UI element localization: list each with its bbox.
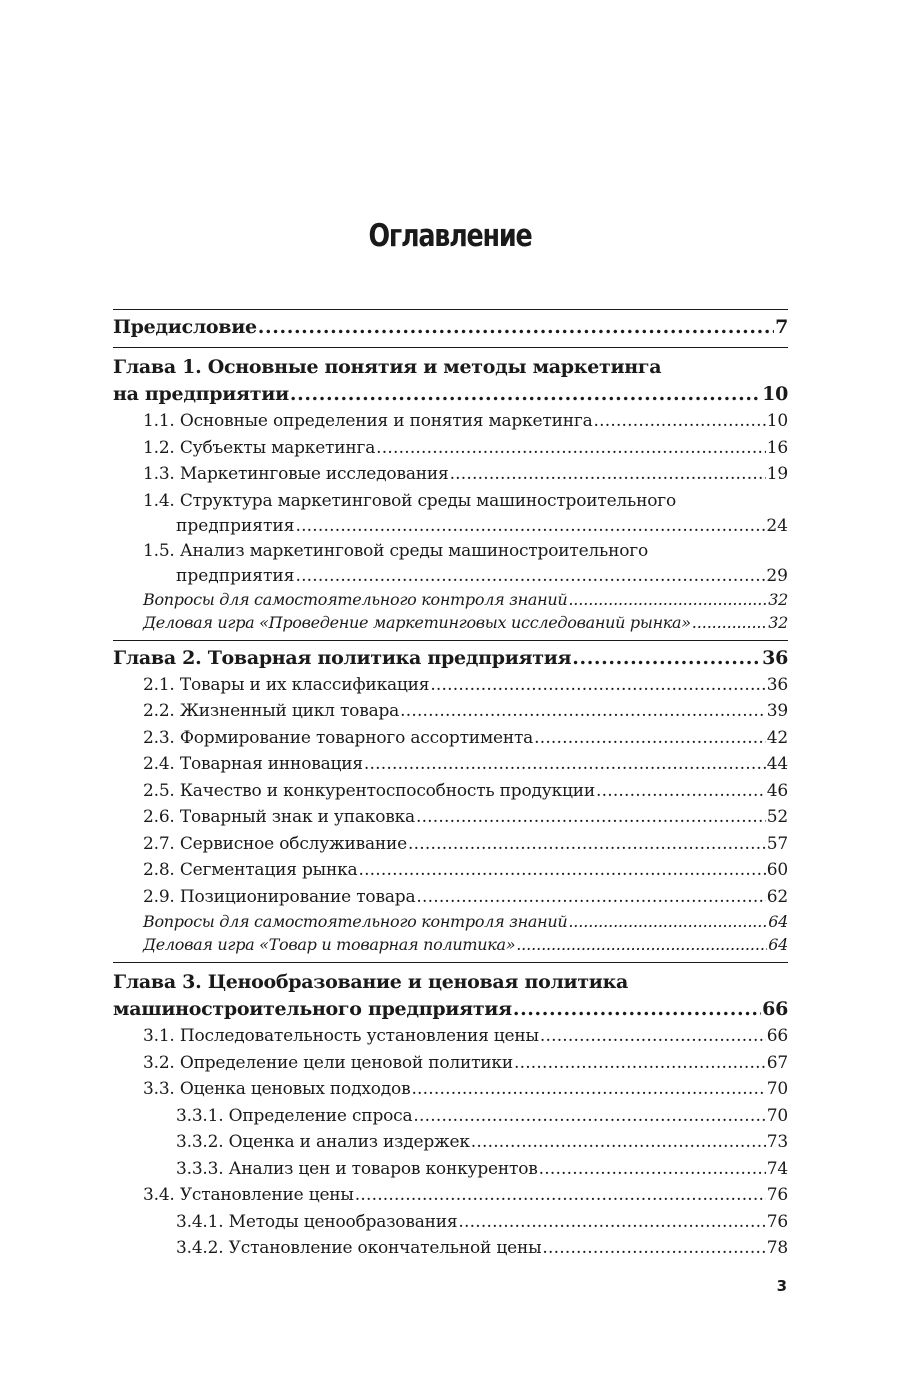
toc-entry-label: Деловая игра «Проведение маркетинговых исследований рынка»	[143, 612, 691, 632]
toc-page-number: 57	[766, 833, 788, 854]
toc-entry[interactable]	[113, 751, 788, 778]
toc-entry-label: 2.7. Сервисное обслуживание	[143, 833, 408, 854]
toc-page-number: 60	[766, 860, 788, 880]
divider	[113, 309, 788, 310]
toc-entry-label: 1.3. Маркетинговые исследования	[143, 464, 449, 484]
toc-page-number: 19	[766, 464, 788, 484]
toc-entry[interactable]	[113, 1182, 788, 1209]
toc-entry[interactable]	[113, 804, 788, 831]
toc-entry-label: 3.3. Оценка ценовых подходов	[143, 1079, 411, 1099]
toc-page-number: 64	[768, 912, 788, 931]
toc-subentry[interactable]	[113, 1209, 788, 1236]
dot-leader	[513, 996, 761, 1023]
toc-page-number: 24	[766, 515, 788, 536]
dot-leader	[376, 435, 766, 462]
toc-page-number: 76	[766, 1211, 788, 1232]
dot-leader	[430, 672, 765, 699]
toc-entry[interactable]	[113, 514, 788, 538]
toc-page-number: 44	[766, 754, 788, 774]
toc-page-number: 52	[766, 807, 788, 827]
divider	[113, 962, 788, 963]
dot-leader	[458, 1209, 765, 1236]
toc-page-number: 70	[766, 1079, 788, 1099]
dot-leader	[295, 564, 765, 588]
toc-entry-first-line: 1.5. Анализ маркетинговой среды машиностроительного	[143, 540, 648, 561]
toc-entry[interactable]	[113, 778, 788, 805]
toc-entry[interactable]	[113, 831, 788, 858]
toc-page-number: 70	[766, 1105, 788, 1126]
toc-entry[interactable]	[113, 857, 788, 884]
toc-entry[interactable]	[113, 1076, 788, 1103]
toc-entry-label: 3.3.1. Определение спроса	[176, 1105, 413, 1126]
chapter-3-title: Глава 3. Ценообразование и ценовая политика	[113, 971, 629, 993]
toc-entry-label: 3.4.2. Установление окончательной цены	[176, 1238, 542, 1258]
dot-leader	[568, 588, 767, 611]
dot-leader	[413, 1103, 765, 1130]
divider	[113, 640, 788, 641]
toc-entry-label: машиностроительного предприятия	[113, 998, 512, 1020]
toc-page-number: 7	[775, 316, 788, 338]
toc-entry-label: Вопросы для самостоятельного контроля знаний	[143, 912, 568, 931]
toc-page-number: 29	[766, 565, 788, 586]
chapter-1-title: Глава 1. Основные понятия и методы маркетинга	[113, 356, 662, 378]
toc-entry-label: предприятия	[176, 515, 295, 536]
toc-entry[interactable]	[113, 435, 788, 462]
toc-entry-label: 1.1. Основные определения и понятия маркетинга	[143, 411, 593, 431]
toc-page-number: 66	[762, 998, 788, 1020]
toc-entry[interactable]	[113, 1023, 788, 1050]
dot-leader	[416, 884, 765, 911]
dot-leader	[514, 1050, 766, 1077]
toc-entry[interactable]	[113, 1050, 788, 1077]
dot-leader	[471, 1129, 766, 1156]
dot-leader	[540, 1023, 766, 1050]
toc-page-number: 16	[766, 437, 788, 458]
toc-entry[interactable]	[113, 564, 788, 588]
dot-leader	[572, 645, 761, 672]
toc-entry-label: 3.3.2. Оценка и анализ издержек	[176, 1132, 470, 1152]
toc-entry-label: 2.2. Жизненный цикл товара	[143, 701, 400, 721]
dot-leader	[692, 611, 767, 634]
toc-entry-first-line: 1.4. Структура маркетинговой среды машиностроительного	[143, 490, 676, 511]
toc-entry-label: Деловая игра «Товар и товарная политика»	[143, 935, 516, 954]
dot-leader	[594, 408, 766, 435]
toc-page-number: 74	[766, 1158, 788, 1179]
toc-subentry[interactable]	[113, 1103, 788, 1130]
toc-entry-label: на предприятии	[113, 383, 289, 405]
toc-page-number: 32	[768, 612, 788, 632]
toc-entry-chapter-2[interactable]	[113, 645, 788, 672]
dot-leader	[258, 314, 774, 341]
toc-entry[interactable]	[113, 461, 788, 488]
toc-entry-questions[interactable]	[113, 588, 788, 611]
toc-page-number: 62	[766, 886, 788, 907]
dot-leader	[416, 804, 766, 831]
toc-page-number: 36	[766, 674, 788, 695]
page-title: Оглавление	[368, 218, 532, 254]
dot-leader	[568, 910, 767, 933]
toc-entry-preface[interactable]	[113, 314, 788, 341]
dot-leader	[411, 1076, 765, 1103]
toc-page-number: 10	[766, 411, 788, 431]
toc-page-number: 73	[766, 1132, 788, 1152]
divider	[113, 347, 788, 348]
dot-leader	[516, 933, 767, 956]
dot-leader	[358, 857, 765, 884]
toc-entry-label: предприятия	[176, 565, 295, 586]
toc-page-number: 42	[766, 727, 788, 748]
dot-leader	[295, 514, 765, 538]
toc-entry[interactable]	[113, 698, 788, 725]
toc-page-number: 67	[766, 1052, 788, 1073]
dot-leader	[364, 751, 766, 778]
dot-leader	[534, 725, 766, 752]
toc-entry-business-game[interactable]	[113, 611, 788, 634]
toc-page-number: 46	[766, 780, 788, 801]
page-number: 3	[776, 1277, 787, 1295]
toc-entry[interactable]	[113, 672, 788, 699]
toc-entry[interactable]	[113, 884, 788, 911]
toc-subentry[interactable]	[113, 1129, 788, 1156]
dot-leader	[596, 778, 766, 805]
toc-entry[interactable]	[113, 408, 788, 435]
toc-entry-label: 3.1. Последовательность установления цены	[143, 1026, 539, 1046]
toc-entry-chapter-3[interactable]	[113, 996, 788, 1023]
toc-page-number: 64	[768, 935, 788, 954]
toc-entry-questions[interactable]	[113, 910, 788, 933]
toc-entry-label: 3.2. Определение цели ценовой политики	[143, 1052, 513, 1073]
toc-entry-label: 2.6. Товарный знак и упаковка	[143, 807, 415, 827]
toc-entry-business-game[interactable]	[113, 933, 788, 956]
toc-subentry[interactable]	[113, 1235, 788, 1262]
toc-entry-label: 1.2. Субъекты маркетинга	[143, 437, 376, 458]
toc-entry-label: Глава 2. Товарная политика предприятия	[113, 646, 572, 669]
toc-entry-label: 2.8. Сегментация рынка	[143, 860, 358, 880]
toc-page-number: 66	[766, 1026, 788, 1046]
toc-page-number: 39	[766, 701, 788, 721]
toc-entry-chapter-1[interactable]	[113, 381, 788, 408]
dot-leader	[539, 1156, 766, 1183]
toc-entry-label: 2.4. Товарная инновация	[143, 754, 363, 774]
dot-leader	[290, 381, 761, 408]
dot-leader	[450, 461, 766, 488]
toc-page-number: 32	[768, 589, 788, 609]
toc-page-number: 10	[762, 383, 788, 405]
toc-entry-label: 3.4. Установление цены	[143, 1185, 354, 1205]
toc-page-number: 78	[766, 1238, 788, 1258]
toc-entry-label: 2.5. Качество и конкурентоспособность продукции	[143, 780, 595, 801]
toc-entry-label: 2.9. Позиционирование товара	[143, 886, 416, 907]
toc-subentry[interactable]	[113, 1156, 788, 1183]
toc-entry-label: Вопросы для самостоятельного контроля знаний	[143, 589, 568, 609]
toc-entry[interactable]	[113, 725, 788, 752]
dot-leader	[408, 831, 766, 858]
dot-leader	[400, 698, 766, 725]
dot-leader	[355, 1182, 766, 1209]
table-of-contents	[113, 305, 788, 1262]
toc-entry-label: Предисловие	[113, 316, 257, 338]
toc-entry-label: 3.4.1. Методы ценообразования	[176, 1211, 458, 1232]
toc-entry-label: 2.1. Товары и их классификация	[143, 674, 430, 695]
toc-entry-label: 2.3. Формирование товарного ассортимента	[143, 727, 534, 748]
dot-leader	[542, 1235, 765, 1262]
toc-entry-label: 3.3.3. Анализ цен и товаров конкурентов	[176, 1158, 538, 1179]
toc-page-number: 76	[766, 1185, 788, 1205]
toc-page-number: 36	[762, 646, 788, 669]
